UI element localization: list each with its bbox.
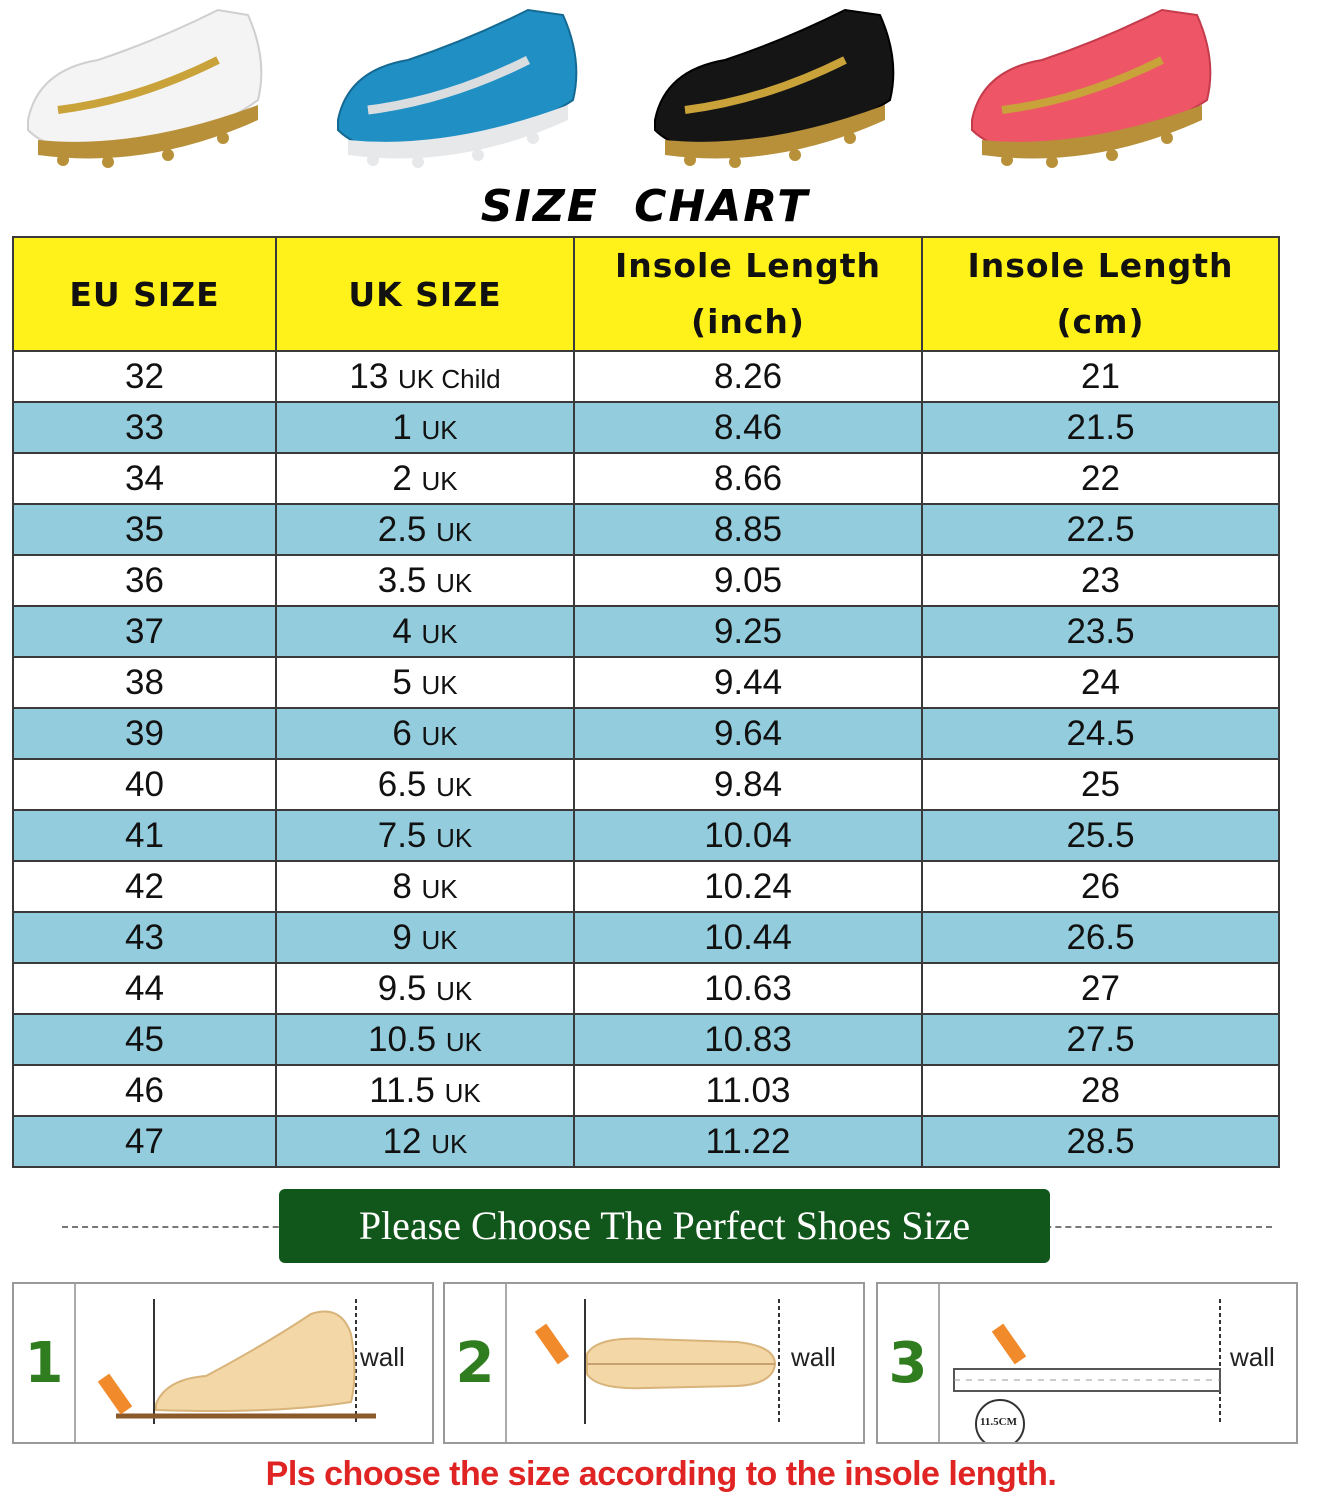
uk-size-number: 8 (392, 866, 412, 906)
insole-inch-cell: 9.84 (574, 759, 922, 810)
header-insole-inch-line1: Insole Length (614, 246, 882, 285)
size-rows (13, 351, 1279, 1167)
uk-size-cell (276, 504, 574, 555)
table-row (13, 1014, 1279, 1065)
insole-cm-cell: 28.5 (922, 1116, 1279, 1167)
table-row (13, 1065, 1279, 1116)
uk-size-number: 4 (392, 611, 412, 651)
uk-size-unit: UK (431, 1128, 468, 1159)
insole-cm-cell: 27 (922, 963, 1279, 1014)
table-row (13, 555, 1279, 606)
uk-size-number: 6.5 (377, 764, 427, 804)
eu-size-cell: 42 (13, 861, 276, 912)
uk-size-unit: UK (436, 822, 473, 853)
uk-size-cell (276, 1014, 574, 1065)
insole-cm-cell: 23 (922, 555, 1279, 606)
insole-inch-cell: 10.04 (574, 810, 922, 861)
eu-size-cell: 46 (13, 1065, 276, 1116)
uk-size-cell (276, 606, 574, 657)
header-insole-inch (574, 237, 922, 351)
measure-step-3 (876, 1282, 1298, 1444)
table-row (13, 708, 1279, 759)
uk-size-cell (276, 708, 574, 759)
uk-size-unit: UK Child (398, 363, 501, 394)
shoe-white-image (18, 0, 268, 180)
eu-size-cell: 34 (13, 453, 276, 504)
uk-size-number: 2 (392, 458, 412, 498)
table-row (13, 351, 1279, 402)
eu-size-cell: 45 (13, 1014, 276, 1065)
uk-size-cell (276, 555, 574, 606)
header-insole-cm (922, 237, 1279, 351)
header-uk-size: UK SIZE (276, 237, 574, 351)
uk-size-unit: UK (445, 1026, 482, 1057)
eu-size-cell: 35 (13, 504, 276, 555)
insole-inch-cell: 10.24 (574, 861, 922, 912)
uk-size-number: 6 (392, 713, 412, 753)
header-eu-size: EU SIZE (13, 237, 276, 351)
insole-cm-cell: 25 (922, 759, 1279, 810)
insole-inch-cell: 8.85 (574, 504, 922, 555)
shoe-pink-image (962, 0, 1212, 180)
eu-size-cell: 38 (13, 657, 276, 708)
uk-size-unit: UK (436, 975, 473, 1006)
table-row (13, 810, 1279, 861)
insole-cm-cell: 21.5 (922, 402, 1279, 453)
wall-label: wall (1230, 1342, 1275, 1372)
eu-size-cell: 32 (13, 351, 276, 402)
insole-cm-cell: 22 (922, 453, 1279, 504)
wall-label: wall (360, 1342, 405, 1372)
table-row (13, 504, 1279, 555)
insole-cm-cell: 26 (922, 861, 1279, 912)
header-insole-cm-line2: (cm) (1056, 302, 1145, 341)
insole-inch-cell: 10.63 (574, 963, 922, 1014)
insole-inch-cell: 8.46 (574, 402, 922, 453)
chart-title: SIZE CHART (480, 181, 810, 232)
uk-size-number: 3.5 (377, 560, 427, 600)
uk-size-number: 9.5 (377, 968, 427, 1008)
table-row (13, 657, 1279, 708)
header-row (13, 237, 1279, 351)
uk-size-cell (276, 810, 574, 861)
uk-size-number: 7.5 (377, 815, 427, 855)
table-row (13, 402, 1279, 453)
step-number: 2 (445, 1284, 507, 1442)
eu-size-cell: 47 (13, 1116, 276, 1167)
choose-size-banner: Please Choose The Perfect Shoes Size (279, 1189, 1050, 1263)
eu-size-cell: 44 (13, 963, 276, 1014)
uk-size-unit: UK (421, 924, 458, 955)
eu-size-cell: 33 (13, 402, 276, 453)
insole-cm-cell: 26.5 (922, 912, 1279, 963)
uk-size-unit: UK (436, 567, 473, 598)
insole-inch-cell: 9.05 (574, 555, 922, 606)
uk-size-number: 10.5 (368, 1019, 437, 1059)
insole-inch-cell: 8.66 (574, 453, 922, 504)
uk-size-cell (276, 351, 574, 402)
insole-inch-cell: 9.25 (574, 606, 922, 657)
wall-label: wall (791, 1342, 836, 1372)
insole-cm-cell: 28 (922, 1065, 1279, 1116)
uk-size-cell (276, 963, 574, 1014)
uk-size-number: 5 (392, 662, 412, 702)
uk-size-cell (276, 861, 574, 912)
table-row (13, 912, 1279, 963)
measure-step-2 (443, 1282, 865, 1444)
step-number: 1 (14, 1284, 76, 1442)
table-row (13, 606, 1279, 657)
insole-inch-cell: 10.44 (574, 912, 922, 963)
size-chart-table (12, 236, 1280, 1168)
table-row (13, 759, 1279, 810)
insole-cm-cell: 23.5 (922, 606, 1279, 657)
shoe-blue-image (328, 0, 578, 180)
shoe-black-image (645, 0, 895, 180)
insole-cm-cell: 24 (922, 657, 1279, 708)
shoe-images (0, 0, 1322, 180)
measure-step-1 (12, 1282, 434, 1444)
uk-size-number: 12 (382, 1121, 422, 1161)
insole-inch-cell: 11.03 (574, 1065, 922, 1116)
eu-size-cell: 40 (13, 759, 276, 810)
table-row (13, 1116, 1279, 1167)
uk-size-cell (276, 759, 574, 810)
uk-size-unit: UK (421, 720, 458, 751)
table-row (13, 861, 1279, 912)
eu-size-cell: 43 (13, 912, 276, 963)
footer-instruction: Pls choose the size according to the insole length. (265, 1455, 1057, 1493)
uk-size-cell (276, 1116, 574, 1167)
insole-inch-cell: 9.44 (574, 657, 922, 708)
uk-size-unit: UK (421, 618, 458, 649)
insole-cm-cell: 24.5 (922, 708, 1279, 759)
uk-size-unit: UK (421, 414, 458, 445)
uk-size-number: 2.5 (377, 509, 427, 549)
eu-size-cell: 41 (13, 810, 276, 861)
uk-size-number: 9 (392, 917, 412, 957)
header-insole-inch-line2: (inch) (690, 302, 806, 341)
uk-size-number: 13 (349, 356, 389, 396)
uk-size-cell (276, 1065, 574, 1116)
uk-size-cell (276, 402, 574, 453)
uk-size-unit: UK (444, 1077, 481, 1108)
insole-inch-cell: 9.64 (574, 708, 922, 759)
eu-size-cell: 39 (13, 708, 276, 759)
header-insole-cm-line1: Insole Length (967, 246, 1234, 285)
uk-size-cell (276, 453, 574, 504)
eu-size-cell: 37 (13, 606, 276, 657)
insole-cm-cell: 21 (922, 351, 1279, 402)
table-row (13, 963, 1279, 1014)
uk-size-unit: UK (436, 771, 473, 802)
insole-cm-cell: 25.5 (922, 810, 1279, 861)
measure-label: 11.5CM (980, 1416, 1017, 1428)
uk-size-number: 1 (392, 407, 412, 447)
table-row (13, 453, 1279, 504)
insole-inch-cell: 10.83 (574, 1014, 922, 1065)
uk-size-cell (276, 657, 574, 708)
uk-size-unit: UK (421, 465, 458, 496)
uk-size-cell (276, 912, 574, 963)
step-number: 3 (878, 1284, 940, 1442)
uk-size-unit: UK (436, 516, 473, 547)
insole-inch-cell: 11.22 (574, 1116, 922, 1167)
uk-size-unit: UK (421, 669, 458, 700)
insole-inch-cell: 8.26 (574, 351, 922, 402)
eu-size-cell: 36 (13, 555, 276, 606)
insole-cm-cell: 27.5 (922, 1014, 1279, 1065)
uk-size-number: 11.5 (369, 1070, 435, 1110)
insole-cm-cell: 22.5 (922, 504, 1279, 555)
uk-size-unit: UK (421, 873, 458, 904)
